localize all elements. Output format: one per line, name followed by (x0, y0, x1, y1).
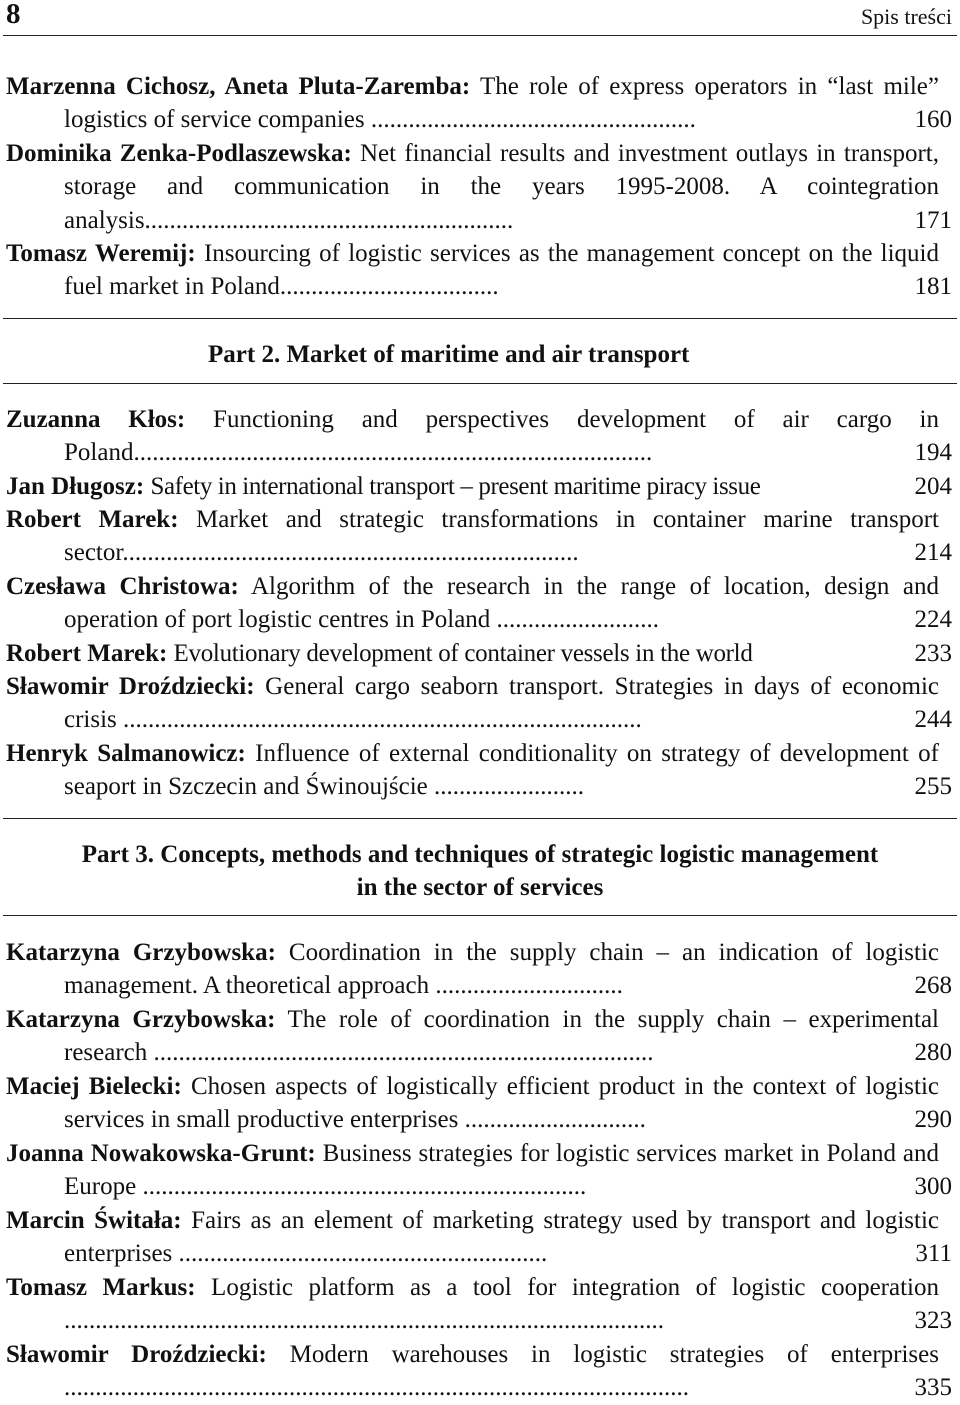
section-rule (3, 818, 957, 819)
entry-author: Maciej Bielecki: (6, 1073, 182, 1100)
entry-title: Functioning and perspectives development of air cargo in Poland (64, 406, 939, 467)
part-2-heading-text: Part 2. Market of maritime and air transport (208, 341, 690, 368)
entry-leader: ........................ (427, 773, 585, 801)
entry-author: Tomasz Weremij: (6, 240, 196, 267)
entry-author: Katarzyna Grzybowska: (6, 1006, 276, 1033)
entry-title: Net financial results and investment outlays in transport, storage and communication in the years 1995-2008. A cointegration analysis (64, 140, 939, 234)
entry-page-number: 300 (914, 1173, 952, 1201)
entry-author: Jan Długosz: (6, 473, 145, 500)
entry-title: Market and strategic transformations in container marine transport sector (64, 506, 939, 567)
entry-page-number: 224 (914, 606, 952, 634)
toc-entry (6, 1137, 956, 1204)
section-rule (3, 383, 957, 384)
toc-entry (6, 1003, 956, 1070)
entry-author: Robert Marek: (6, 506, 179, 533)
header-rule (3, 35, 957, 36)
page-number: 8 (6, 0, 21, 30)
entry-title: Evolutionary development of container vessels in the world (173, 640, 753, 667)
entry-page-number: 290 (914, 1106, 952, 1134)
toc-entry (6, 1338, 956, 1405)
entry-author: Sławomir Droździecki: (6, 1341, 267, 1368)
entry-title: Safety in international transport – present maritime piracy issue (150, 473, 761, 500)
entry-leader: ................................................................................ (147, 1039, 654, 1067)
toc-entry (6, 936, 956, 1003)
entry-leader: ........................................................... (144, 206, 514, 234)
entry-title: General cargo seaborn transport. Strategies in days of economic crisis (64, 673, 940, 734)
entry-leader: ......................................................................... (122, 539, 579, 567)
entry-leader: ................................................................................... (116, 706, 642, 734)
section-rule (3, 915, 957, 916)
entry-author: Robert Marek: (6, 640, 168, 667)
toc-entry (6, 503, 956, 570)
entry-page-number: 255 (914, 773, 952, 801)
entry-leader: ........................................................... (172, 1240, 548, 1268)
entry-page-number: 335 (914, 1374, 952, 1402)
entry-author: Marcin Świtała: (6, 1207, 182, 1234)
entry-title: Fairs as an element of marketing strategy used by transport and logistic enterprises (64, 1207, 940, 1268)
entry-leader: ................................................................................................ (64, 1307, 664, 1335)
entry-author: Joanna Nowakowska-Grunt: (6, 1140, 316, 1167)
entry-title: Business strategies for logistic services market in Poland and Europe (64, 1140, 939, 1201)
entry-page-number: 194 (914, 439, 952, 467)
page-header (0, 0, 960, 34)
entry-leader: .................................................... (364, 106, 696, 134)
toc-entry (6, 737, 956, 804)
entry-title: Insourcing of logistic services as the management concept on the liquid fuel market in Poland (64, 240, 940, 301)
toc-entry (6, 1271, 956, 1338)
entry-author: Marzenna Cichosz, Aneta Pluta-Zaremba: (6, 73, 471, 100)
running-title: Spis treści (860, 4, 952, 29)
entry-page-number: 244 (914, 706, 952, 734)
entry-leader: .......................... (490, 606, 660, 634)
toc-entry (6, 1070, 956, 1137)
entry-page-number: 323 (914, 1307, 952, 1335)
toc-entry (6, 570, 956, 637)
part-2-heading (208, 338, 908, 371)
entry-leader: .............................. (429, 972, 623, 1000)
entry-author: Czesława Christowa: (6, 573, 239, 600)
entry-title: Influence of external conditionality on strategy of development of seaport in Szczecin and Świnoujście (64, 740, 940, 801)
section-rule (3, 318, 957, 319)
entry-leader: ............................. (458, 1106, 646, 1134)
entry-author: Dominika Zenka-Podlaszewska: (6, 140, 352, 167)
entry-page-number: 160 (914, 106, 952, 134)
entry-page-number: 214 (914, 539, 952, 567)
entry-page-number: 233 (914, 640, 952, 667)
toc-entry (6, 470, 956, 503)
toc-entry (6, 70, 956, 137)
entry-author: Zuzanna Kłos: (6, 406, 186, 433)
entry-title: Coordination in the supply chain – an indication of logistic management. A theoretical approach (64, 939, 939, 1000)
entry-page-number: 311 (915, 1240, 952, 1268)
entry-page-number: 181 (914, 273, 952, 301)
entry-page-number: 171 (914, 206, 952, 234)
toc-entry (6, 1204, 956, 1271)
toc-entry (6, 403, 956, 470)
entry-author: Tomasz Markus: (6, 1274, 196, 1301)
toc-entry (6, 237, 956, 304)
entry-page-number: 280 (914, 1039, 952, 1067)
entry-title: The role of express operators in “last mile” logistics of service companies (64, 73, 939, 134)
entry-title: Logistic platform as a tool for integration of logistic cooperation (211, 1274, 939, 1301)
entry-title: Modern warehouses in logistic strategies of enterprises (289, 1341, 939, 1368)
entry-author: Sławomir Droździecki: (6, 673, 255, 700)
toc-entry (6, 637, 956, 670)
entry-leader: .................................................................................................... (64, 1374, 689, 1402)
entry-page-number: 268 (914, 972, 952, 1000)
part-3-heading-line-2: in the sector of services (356, 874, 604, 901)
part-3-heading-line-1: Part 3. Concepts, methods and techniques of strategic logistic management (81, 841, 879, 868)
entry-title: Algorithm of the research in the range of location, design and operation of port logistic centres in Poland (64, 573, 939, 634)
entry-title: The role of coordination in the supply chain – experimental research (64, 1006, 939, 1067)
entry-author: Katarzyna Grzybowska: (6, 939, 276, 966)
part-3-heading (0, 838, 960, 904)
entry-author: Henryk Salmanowicz: (6, 740, 246, 767)
entry-leader: ................................................................................... (133, 439, 653, 467)
entry-title: Chosen aspects of logistically efficient product in the context of logistic services in small productive enterprises (64, 1073, 940, 1134)
toc-entry (6, 137, 956, 237)
entry-leader: ....................................................................... (136, 1173, 587, 1201)
entry-leader: ................................... (279, 273, 499, 301)
toc-entry (6, 670, 956, 737)
entry-page-number: 204 (914, 473, 952, 500)
